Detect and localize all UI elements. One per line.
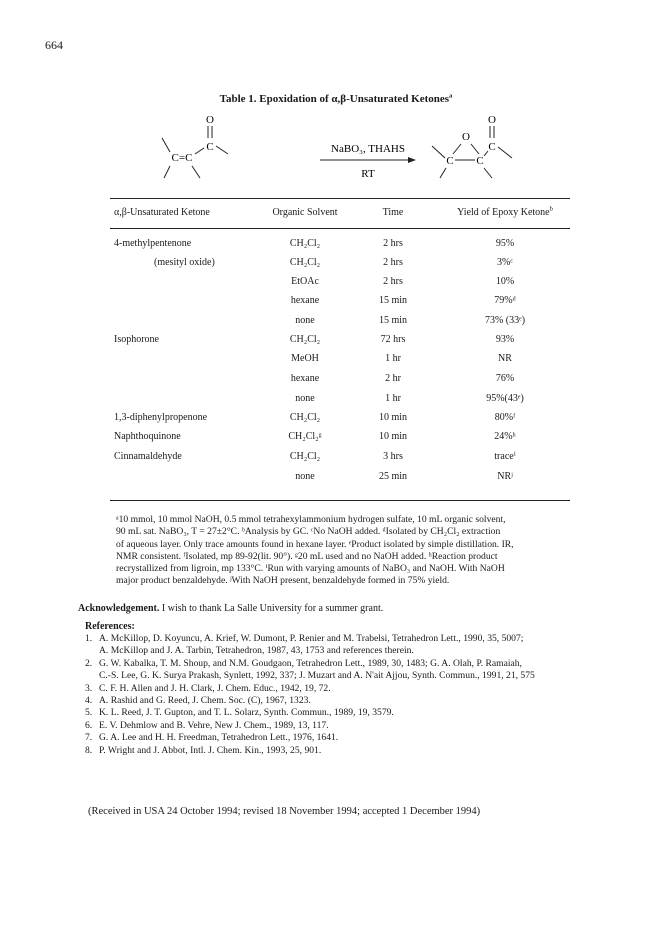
header-yield-footnote-mark: b — [549, 205, 553, 213]
received-dates: (Received in USA 24 October 1994; revised 18 November 1994; accepted 1 December 1994) — [88, 806, 481, 817]
reaction-scheme — [150, 108, 540, 188]
cell-yield: 76% — [495, 373, 515, 384]
cell-time: 2 hrs — [383, 238, 403, 249]
footnote-line: 90 mL sat. NaBO₃, T = 27±2°C. ᵇAnalysis by GC. ᶜNo NaOH added. ᵈIsolated by CH₂Cl₂ extraction — [116, 526, 501, 538]
table-title-footnote-mark: a — [449, 92, 453, 100]
epoxide-bond-left — [453, 144, 461, 154]
cell-time: 10 min — [378, 412, 408, 423]
references-heading: References: — [85, 621, 135, 632]
product-sub-upper — [432, 146, 445, 158]
product-epoxide-c1: C — [446, 155, 454, 167]
cell-yield: 95% — [495, 238, 515, 249]
header-yield-text: Yield of Epoxy Ketone — [457, 207, 550, 218]
page-number: 664 — [45, 38, 63, 52]
reactant-sub-lower-right — [192, 166, 200, 178]
cell-yield: traceⁱ — [494, 451, 516, 462]
cell-solvent: none — [295, 393, 315, 404]
cell-yield: 79%ᵈ — [494, 295, 516, 306]
cell-ketone: Isophorone — [114, 334, 159, 345]
cell-solvent: none — [295, 315, 315, 326]
cell-solvent: CH₂Cl₂ — [289, 238, 321, 249]
cell-time: 15 min — [378, 295, 408, 306]
cell-yield: 24%ʰ — [494, 431, 516, 442]
reactant-methyl-bond — [216, 146, 228, 154]
table-row — [110, 334, 570, 348]
cell-yield: NRʲ — [497, 471, 513, 482]
cell-ketone: 1,3-diphenylpropenone — [114, 412, 208, 423]
reference-number: 2. — [85, 657, 93, 669]
table-row — [110, 238, 570, 252]
header-yield — [450, 207, 560, 218]
table-row — [110, 431, 570, 445]
cell-yield: 73% (33ᵉ) — [484, 315, 526, 326]
table-row — [110, 451, 570, 465]
table-row — [110, 393, 570, 407]
table-row — [110, 412, 570, 426]
reactant-sub-upper — [162, 138, 170, 152]
cell-time: 2 hr — [385, 373, 401, 384]
table-bottom-rule — [110, 500, 570, 501]
reference-number: 5. — [85, 707, 93, 719]
table-header-rule — [110, 228, 570, 229]
table-row — [110, 257, 570, 271]
references-list — [85, 633, 645, 757]
table-title-text: Table 1. Epoxidation of α,β-Unsaturated Ketones — [219, 93, 450, 105]
table-top-rule — [110, 198, 570, 199]
product-epoxide-o: O — [462, 131, 470, 143]
cell-ketone: 4-methylpentenone — [114, 238, 192, 249]
table-header-row — [110, 207, 570, 221]
reactant-link-bond — [195, 148, 204, 154]
cell-solvent: MeOH — [291, 353, 319, 364]
acknowledgement — [78, 603, 383, 614]
product-link-bond — [484, 151, 488, 156]
table-footnotes — [116, 514, 571, 588]
reference-number: 4. — [85, 695, 93, 707]
reference-number: 6. — [85, 719, 93, 731]
table-row — [110, 471, 570, 485]
reactant-sub-lower-left — [164, 166, 170, 178]
reference-text: A. McKillop, D. Koyuncu, A. Krief, W. Dumont, P. Renier and M. Trabelsi, Tetrahedron Lett., 1990, 35, 5007; — [99, 633, 524, 644]
reference-continuation: C.-S. Lee, G. K. Surya Prakash, Synlett, 1992, 337; J. Muzart and A. N'ait Ajjou, Synth. Commun., 1991, 21, 575 — [99, 670, 535, 682]
cell-time: 2 hrs — [383, 257, 403, 268]
reference-item — [85, 732, 645, 744]
footnote-line: major product benzaldehyde. ʲWith NaOH present, benzaldehyde formed in 75% yield. — [116, 575, 450, 587]
table-row — [110, 315, 570, 329]
product-sub-lower-right — [484, 168, 492, 178]
cell-time: 10 min — [378, 431, 408, 442]
cell-solvent: hexane — [290, 373, 320, 384]
cell-time: 15 min — [378, 315, 408, 326]
table-row — [110, 353, 570, 367]
cell-solvent: CH₂Cl₂ — [289, 451, 321, 462]
reference-item — [85, 633, 645, 645]
header-time: Time — [382, 207, 404, 218]
reactant-carbonyl-c: C — [206, 141, 214, 153]
table-row — [110, 373, 570, 387]
reactant-alkene: C=C — [171, 152, 193, 164]
product-carbonyl-c: C — [488, 141, 496, 153]
reference-text: K. L. Reed, J. T. Gupton, and T. L. Solarz, Synth. Commun., 1989, 19, 3579. — [99, 707, 394, 719]
reference-text: P. Wright and J. Abbot, Intl. J. Chem. Kin., 1993, 25, 901. — [99, 744, 322, 756]
reference-item — [85, 683, 645, 695]
product-sub-lower-left — [440, 168, 446, 178]
cell-ketone: Naphthoquinone — [114, 431, 181, 442]
reference-text: E. V. Dehmlow and B. Vehre, New J. Chem., 1989, 13, 117. — [99, 719, 329, 731]
acknowledgement-text: I wish to thank La Salle University for a summer grant. — [159, 603, 384, 614]
reaction-arrow-head — [408, 157, 416, 163]
table-row — [110, 276, 570, 290]
reference-text: G. A. Lee and H. H. Freedman, Tetrahedron Lett., 1976, 1641. — [99, 732, 339, 744]
cell-solvent: hexane — [290, 295, 320, 306]
cell-yield: 3%ᶜ — [497, 257, 513, 268]
cell-solvent: CH₂Cl₂ — [289, 257, 321, 268]
table-title — [0, 93, 672, 105]
conditions-label: RT — [361, 168, 375, 180]
cell-yield: 10% — [495, 276, 515, 287]
footnote-line: NMR consistent. ᶠIsolated, mp 89-92(lit. 90°). ᵍ20 mL used and no NaOH added. ʰReaction product — [116, 550, 498, 562]
reference-item — [85, 658, 645, 670]
cell-solvent: CH₂Cl₂ — [289, 412, 321, 423]
cell-time: 3 hrs — [383, 451, 403, 462]
cell-yield: 93% — [495, 334, 515, 345]
product-methyl-bond — [498, 147, 512, 158]
cell-time: 25 min — [378, 471, 408, 482]
footnote-line: recrystallized from ligroin, mp 133°C. ⁱRun with varying amounts of NaBO₃ and NaOH. With NaOH — [116, 563, 505, 575]
table-row — [110, 295, 570, 309]
header-ketone: α,β-Unsaturated Ketone — [114, 207, 210, 218]
cell-ketone: (mesityl oxide) — [154, 257, 215, 268]
reference-text: G. W. Kabalka, T. M. Shoup, and N.M. Goudgaon, Tetrahedron Lett., 1989, 30, 1483; G. A. Olah, P. Ramaiah, — [99, 657, 523, 669]
reference-number: 1. — [85, 633, 93, 644]
cell-solvent: CH₂Cl₂ — [289, 334, 321, 345]
cell-solvent: EtOAc — [291, 276, 319, 287]
cell-solvent: none — [295, 471, 315, 482]
epoxide-bond-right — [471, 144, 479, 154]
footnote-line: of aqueous layer. Only trace amounts found in hexane layer. ᵉProduct isolated by simple distillation. IR, — [116, 538, 514, 550]
reference-item — [85, 745, 645, 757]
reference-continuation: A. McKillop and J. A. Tarbin, Tetrahedron, 1987, 43, 1753 and references therein. — [99, 645, 414, 657]
cell-time: 2 hrs — [383, 276, 403, 287]
cell-ketone: Cinnamaldehyde — [114, 451, 182, 462]
product-carbonyl-o: O — [488, 114, 496, 126]
reference-number: 8. — [85, 744, 93, 756]
reagents-label: NaBO₃, THAHS — [331, 143, 405, 155]
reference-text: C. F. H. Allen and J. H. Clark, J. Chem. Educ., 1942, 19, 72. — [99, 682, 331, 694]
reference-text: A. Rashid and G. Reed, J. Chem. Soc. (C), 1967, 1323. — [99, 695, 311, 707]
cell-time: 1 hr — [385, 353, 401, 364]
reference-item — [85, 707, 645, 719]
reference-item — [85, 695, 645, 707]
cell-yield: 80%ᶠ — [494, 412, 516, 423]
reference-item — [85, 720, 645, 732]
acknowledgement-heading: Acknowledgement. — [78, 603, 160, 614]
reference-number: 7. — [85, 732, 93, 744]
cell-yield: NR — [498, 353, 512, 364]
cell-solvent: CH₂Cl₂ᵍ — [288, 431, 322, 442]
cell-time: 72 hrs — [380, 334, 406, 345]
footnote-line: ᵃ10 mmol, 10 mmol NaOH, 0.5 mmol tetrahexylammonium hydrogen sulfate, 10 mL organic solvent, — [116, 514, 506, 525]
reactant-carbonyl-o: O — [206, 114, 214, 126]
cell-time: 1 hr — [385, 393, 401, 404]
header-solvent: Organic Solvent — [272, 207, 338, 218]
reference-number: 3. — [85, 682, 93, 694]
cell-yield: 95%(43ᵉ) — [486, 393, 524, 404]
product-epoxide-c2: C — [476, 155, 484, 167]
